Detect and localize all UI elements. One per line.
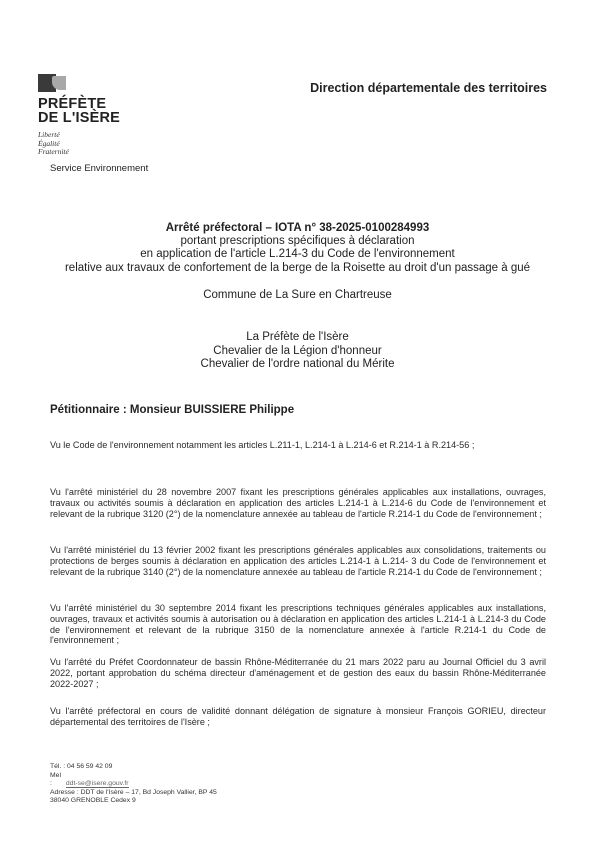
devise-fraternite: Fraternité bbox=[38, 147, 69, 156]
logo-line-1: PRÉFÈTE bbox=[38, 96, 107, 112]
footer-contact bbox=[50, 763, 217, 806]
devise-egalite: Égalité bbox=[38, 138, 60, 148]
footer-mel bbox=[50, 772, 217, 789]
footer-ville: 38040 GRENOBLE Cedex 9 bbox=[50, 797, 136, 805]
arrete-subtitle-1: portant prescriptions spécifiques à déclaration bbox=[180, 235, 415, 248]
footer-mel-label: Mel : bbox=[50, 771, 61, 788]
arrete-subtitle-2: en application de l'article L.214-3 du Code de l'environnement bbox=[140, 248, 455, 261]
devise bbox=[38, 131, 138, 157]
marianne-icon bbox=[38, 74, 66, 92]
arrete-title: Arrêté préfectoral – IOTA n° 38-2025-0100284993 bbox=[165, 222, 430, 234]
prefete-line-2: Chevalier de la Légion d'honneur bbox=[213, 344, 382, 357]
prefete-line-3: Chevalier de l'ordre national du Mérite bbox=[200, 358, 395, 370]
footer-mel-link[interactable]: ddt-se@isere.gouv.fr bbox=[65, 780, 129, 788]
visa-paragraph-4: Vu l'arrêté ministériel du 30 septembre 2014 fixant les prescriptions techniques générales applicables aux installations, ouvrages, travaux et activités soumis à autorisation ou à déclaration en application des articles L.214-1 à L.214-3 du Code de l'environnement et relevant de la rubrique 3150 de la nomenclature annexée à l'article R.214-1 du Code de l'environnement ; bbox=[50, 603, 546, 646]
arrete-title-block bbox=[0, 222, 595, 275]
footer-tel: Tél. : 04 56 59 42 09 bbox=[50, 763, 113, 770]
devise-liberte: Liberté bbox=[38, 130, 60, 139]
visa-paragraph-6: Vu l'arrêté préfectoral en cours de validité donnant délégation de signature à monsieur François GORIEU, directeur départemental des territoires de l'Isère ; bbox=[50, 706, 546, 727]
logo-line-2: DE L'ISÈRE bbox=[38, 110, 120, 126]
logo-title bbox=[38, 97, 138, 125]
visa-paragraph-2: Vu l'arrêté ministériel du 28 novembre 2007 fixant les prescriptions générales applicables aux installations, ouvrages, travaux ou activités soumis à déclaration en application des articles L.214-1 à L.214-6 du Code de l'environnement et relevant de la rubrique 3120 (2°) de la nomenclature annexée au tableau de l'article R.214-1 du Code de l'environnement ; bbox=[50, 487, 546, 519]
commune-line: Commune de La Sure en Chartreuse bbox=[203, 289, 392, 301]
footer-adresse: Adresse : DDT de l'Isère – 17, Bd Joseph Vallier, BP 45 bbox=[50, 788, 217, 796]
prefete-line-1: La Préfète de l'Isère bbox=[246, 331, 349, 343]
petitionnaire: Pétitionnaire : Monsieur BUISSIERE Philippe bbox=[50, 404, 295, 416]
direction-title: Direction départementale des territoires bbox=[310, 81, 547, 95]
visa-paragraph-5: Vu l'arrêté du Préfet Coordonnateur de bassin Rhône-Méditerranée du 21 mars 2022 paru au Journal Officiel du 3 avril 2022, portant approbation du schéma directeur d'aménagement et de gestion des eaux du bassin Rhône-Méditerranée 2022-2027 ; bbox=[50, 657, 546, 689]
visa-paragraph-3: Vu l'arrêté ministériel du 13 février 2002 fixant les prescriptions générales applicables aux consolidations, traitements ou protections de berges soumis à déclaration en application des articles L.214-1 à L.214- 3 du Code de l'environnement et relevant de la rubrique 3140 (2°) de la nomenclature annexée au tableau de l'article R.214-1 du Code de l'environnement ; bbox=[50, 545, 546, 577]
service-name: Service Environnement bbox=[50, 163, 149, 174]
arrete-subtitle-3: relative aux travaux de confortement de la berge de la Roisette au droit d'un passage à gué bbox=[64, 261, 531, 274]
prefecture-logo bbox=[38, 74, 138, 157]
visa-paragraph-1: Vu le Code de l'environnement notamment les articles L.211-1, L.214-1 à L.214-6 et R.214-1 à R.214-56 ; bbox=[50, 440, 475, 450]
prefete-block bbox=[0, 331, 595, 372]
